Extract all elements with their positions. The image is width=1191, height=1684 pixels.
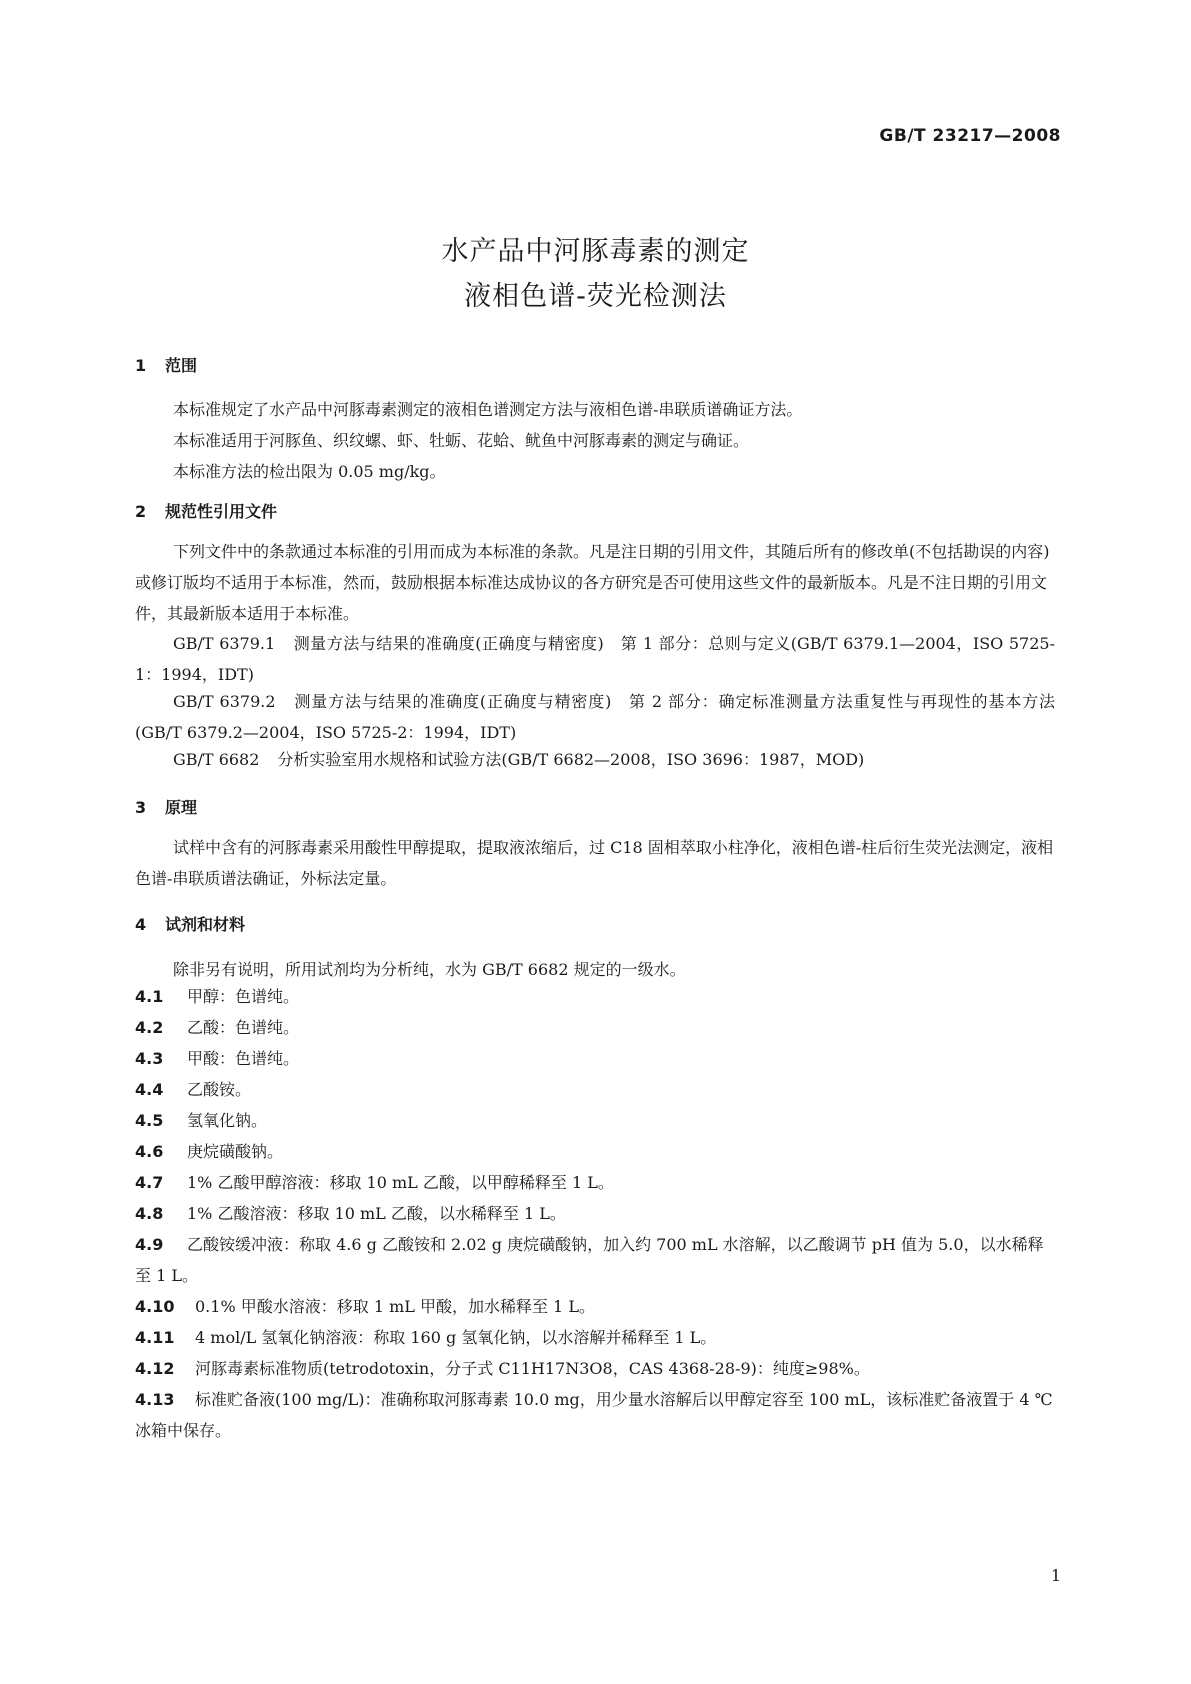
reagent-item bbox=[135, 1136, 1055, 1167]
reagent-item bbox=[135, 1198, 1055, 1229]
section-title: 原理 bbox=[165, 798, 198, 817]
item-number: 4.6 bbox=[135, 1142, 164, 1161]
item-number: 4.5 bbox=[135, 1111, 164, 1130]
item-text: 4 mol/L 氢氧化钠溶液：称取 160 g 氢氧化钠，以水溶解并稀释至 1 L。 bbox=[195, 1328, 717, 1347]
reagent-item bbox=[135, 1074, 1055, 1105]
item-text: 乙酸：色谱纯。 bbox=[187, 1018, 300, 1037]
references-intro: 下列文件中的条款通过本标准的引用而成为本标准的条款。凡是注日期的引用文件，其随后所有的修改单(不包括勘误的内容)或修订版均不适用于本标准，然而，鼓励根据本标准达成协议的各方研究是否可使用这些文件的最新版本。凡是不注日期的引用文件，其最新版本适用于本标准。 bbox=[135, 542, 1050, 623]
item-number: 4.3 bbox=[135, 1049, 164, 1068]
item-number: 4.9 bbox=[135, 1235, 164, 1254]
section-number: 1 bbox=[135, 356, 147, 375]
item-number: 4.12 bbox=[135, 1359, 175, 1378]
reagents-intro: 除非另有说明，所用试剂均为分析纯，水为 GB/T 6682 规定的一级水。 bbox=[173, 960, 686, 979]
reagent-item bbox=[135, 1105, 1055, 1136]
item-text: 甲醇：色谱纯。 bbox=[187, 987, 300, 1006]
scope-paragraph-3: 本标准方法的检出限为 0.05 mg/kg。 bbox=[173, 462, 446, 481]
section-4-heading bbox=[135, 912, 245, 935]
item-text: 氢氧化钠。 bbox=[187, 1111, 268, 1130]
scope-paragraph-1: 本标准规定了水产品中河豚毒素测定的液相色谱测定方法与液相色谱-串联质谱确证方法。 bbox=[173, 400, 803, 419]
section-title: 试剂和材料 bbox=[165, 915, 246, 934]
reagent-item bbox=[135, 1384, 1055, 1446]
reference-code: GB/T 6379.2 bbox=[173, 692, 276, 711]
reagent-item bbox=[135, 981, 1055, 1012]
document-title-line1: 水产品中河豚毒素的测定 bbox=[441, 236, 750, 267]
principle-paragraph: 试样中含有的河豚毒素采用酸性甲醇提取，提取液浓缩后，过 C18 固相萃取小柱净化，液相色谱-柱后衍生荧光法测定，液相色谱-串联质谱法确证，外标法定量。 bbox=[135, 838, 1054, 888]
document-title-line2: 液相色谱-荧光检测法 bbox=[464, 281, 727, 312]
section-number: 3 bbox=[135, 798, 147, 817]
reference-text: 测量方法与结果的准确度(正确度与精密度) 第 2 部分：确定标准测量方法重复性与再现性的基本方法(GB/T 6379.2—2004，ISO 5725-2：1994，IDT) bbox=[135, 692, 1056, 742]
reagent-item bbox=[135, 1043, 1055, 1074]
reference-text: 分析实验室用水规格和试验方法(GB/T 6682—2008，ISO 3696：1987，MOD) bbox=[277, 750, 865, 769]
reagent-item bbox=[135, 1229, 1055, 1291]
item-number: 4.8 bbox=[135, 1204, 164, 1223]
item-text: 0.1% 甲酸水溶液：移取 1 mL 甲酸，加水稀释至 1 L。 bbox=[195, 1297, 595, 1316]
reference-item bbox=[135, 744, 1055, 775]
item-number: 4.2 bbox=[135, 1018, 164, 1037]
item-text: 乙酸铵。 bbox=[187, 1080, 252, 1099]
page-number: 1 bbox=[1050, 1566, 1061, 1585]
item-text: 甲酸：色谱纯。 bbox=[187, 1049, 300, 1068]
reagent-item bbox=[135, 1012, 1055, 1043]
reference-item bbox=[135, 686, 1055, 748]
item-number: 4.4 bbox=[135, 1080, 164, 1099]
section-title: 规范性引用文件 bbox=[165, 502, 278, 521]
item-number: 4.7 bbox=[135, 1173, 164, 1192]
standard-code: GB/T 23217—2008 bbox=[879, 126, 1061, 146]
item-number: 4.11 bbox=[135, 1328, 175, 1347]
reagent-item bbox=[135, 1291, 1055, 1322]
scope-paragraph-2: 本标准适用于河豚鱼、织纹螺、虾、牡蛎、花蛤、鱿鱼中河豚毒素的测定与确证。 bbox=[173, 431, 750, 450]
item-number: 4.10 bbox=[135, 1297, 175, 1316]
reagent-item bbox=[135, 1167, 1055, 1198]
reagent-item bbox=[135, 1322, 1055, 1353]
reference-code: GB/T 6682 bbox=[173, 750, 260, 769]
section-number: 2 bbox=[135, 502, 147, 521]
reference-item bbox=[135, 628, 1055, 690]
section-2-heading bbox=[135, 499, 277, 522]
item-text: 1% 乙酸溶液：移取 10 mL 乙酸，以水稀释至 1 L。 bbox=[187, 1204, 566, 1223]
item-text: 标准贮备液(100 mg/L)：准确称取河豚毒素 10.0 mg，用少量水溶解后以甲醇定容至 100 mL，该标准贮备液置于 4 ℃冰箱中保存。 bbox=[135, 1390, 1053, 1440]
reference-code: GB/T 6379.1 bbox=[173, 634, 276, 653]
section-number: 4 bbox=[135, 915, 147, 934]
reference-text: 测量方法与结果的准确度(正确度与精密度) 第 1 部分：总则与定义(GB/T 6379.1—2004，ISO 5725-1：1994，IDT) bbox=[135, 634, 1055, 684]
section-title: 范围 bbox=[165, 356, 198, 375]
item-number: 4.1 bbox=[135, 987, 164, 1006]
item-text: 1% 乙酸甲醇溶液：移取 10 mL 乙酸，以甲醇稀释至 1 L。 bbox=[187, 1173, 614, 1192]
reagent-item bbox=[135, 1353, 1055, 1384]
item-text: 河豚毒素标准物质(tetrodotoxin，分子式 C11H17N3O8，CAS 4368-28-9)：纯度≥98%。 bbox=[195, 1359, 870, 1378]
item-text: 乙酸铵缓冲液：称取 4.6 g 乙酸铵和 2.02 g 庚烷磺酸钠，加入约 700 mL 水溶解，以乙酸调节 pH 值为 5.0，以水稀释至 1 L。 bbox=[135, 1235, 1044, 1285]
item-number: 4.13 bbox=[135, 1390, 175, 1409]
section-3-heading bbox=[135, 795, 197, 818]
item-text: 庚烷磺酸钠。 bbox=[187, 1142, 284, 1161]
section-1-heading bbox=[135, 353, 197, 376]
